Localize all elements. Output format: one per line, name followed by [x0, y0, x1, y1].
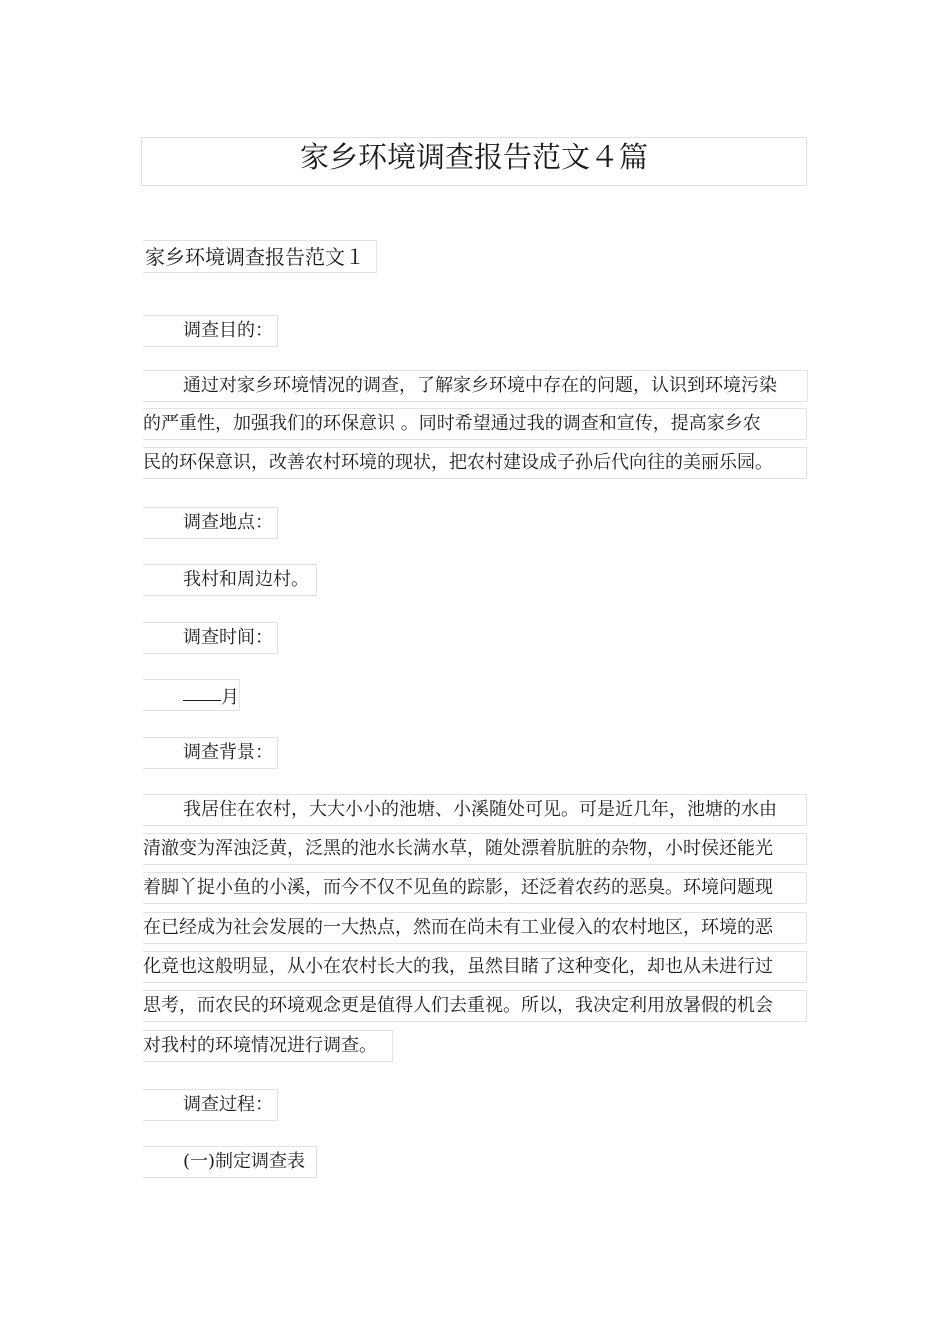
location-heading: 调查地点： [143, 507, 278, 539]
time-value [143, 679, 240, 711]
purpose-line-1: 通过对家乡环境情况的调查，了解家乡环境中存在的问题，认识到环境污染 [143, 370, 808, 402]
background-line-5: 化竟也这般明显，从小在农村长大的我，虽然目睹了这种变化，却也从未进行过 [143, 951, 807, 983]
process-step-1: (一)制定调查表 [143, 1146, 317, 1178]
location-text: 我村和周边村。 [143, 564, 317, 596]
month-blank-underline [183, 680, 221, 701]
background-line-7: 对我村的环境情况进行调查。 [143, 1030, 393, 1062]
background-line-4: 在已经成为社会发展的一大热点，然而在尚未有工业侵入的农村地区，环境的恶 [143, 912, 807, 944]
purpose-line-3: 民的环保意识，改善农村环境的现状，把农村建设成子孙后代向往的美丽乐园。 [143, 447, 807, 479]
section-title: 家乡环境调查报告范文１ [143, 240, 377, 273]
month-label: 月 [221, 687, 239, 708]
process-heading: 调查过程： [143, 1089, 278, 1121]
background-heading: 调查背景： [143, 737, 278, 769]
background-line-2: 清澈变为浑浊泛黄，泛黑的池水长满水草，随处漂着肮脏的杂物，小时侯还能光 [143, 833, 807, 865]
background-line-6: 思考，而农民的环境观念更是值得人们去重视。所以，我决定利用放暑假的机会 [143, 990, 807, 1022]
purpose-heading: 调查目的： [143, 315, 278, 347]
background-line-1: 我居住在农村，大大小小的池塘、小溪随处可见。可是近几年，池塘的水由 [143, 794, 807, 826]
document-title: 家乡环境调查报告范文４篇 [141, 137, 807, 186]
background-line-3: 着脚丫捉小鱼的小溪，而今不仅不见鱼的踪影，还泛着农药的恶臭。环境问题现 [143, 872, 807, 904]
purpose-line-2: 的严重性，加强我们的环保意识 。同时希望通过我的调查和宣传，提高家乡农 [143, 408, 807, 440]
time-heading: 调查时间： [143, 622, 278, 654]
